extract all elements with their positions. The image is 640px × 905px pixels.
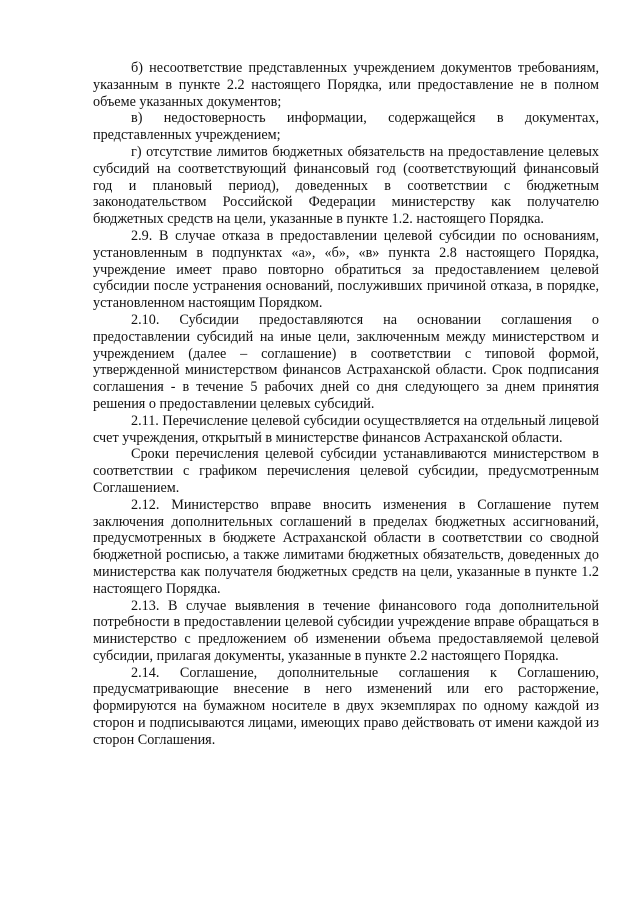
paragraph-g: г) отсутствие лимитов бюджетных обязательств на предоставление целевых субсидий на соответствующий финансовый год (соответствующий финансовый год и плановый период), доведенных в соответствии с бюджетным законодательством Российской Федерации министерству как получателю бюджетных средств на цели, указанные в пункте 1.2. настоящего Порядка. <box>93 143 599 228</box>
paragraph-b: б) несоответствие представленных учреждением документов требованиям, указанным в пункте 2.2 настоящего Порядка, или предоставление не в полном объеме указанных документов; <box>93 60 599 110</box>
paragraph-2-11: 2.11. Перечисление целевой субсидии осуществляется на отдельный лицевой счет учреждения, открытый в министерстве финансов Астраханской области. <box>93 412 599 446</box>
paragraph-transfer-terms: Сроки перечисления целевой субсидии устанавливаются министерством в соответствии с графиком перечисления целевой субсидии, предусмотренным Соглашением. <box>93 446 599 496</box>
paragraph-v: в) недостоверность информации, содержащейся в документах, представленных учреждением; <box>93 110 599 144</box>
paragraph-2-9: 2.9. В случае отказа в предоставлении целевой субсидии по основаниям, установленным в подпунктах «а», «б», «в» пункта 2.8 настоящего Порядка, учреждение имеет право повторно обратиться за предоставлением целевой субсидии после устранения оснований, послуживших причиной отказа, в порядке, установленном настоящим Порядком. <box>93 227 599 312</box>
document-page <box>93 60 599 749</box>
paragraph-2-13: 2.13. В случае выявления в течение финансового года дополнительной потребности в предоставлении целевой субсидии учреждение вправе обращаться в министерство с предложением об изменении объема предоставляемой целевой субсидии, прилагая документы, указанные в пункте 2.2 настоящего Порядка. <box>93 597 599 664</box>
paragraph-2-12: 2.12. Министерство вправе вносить изменения в Соглашение путем заключения дополнительных соглашений в пределах бюджетных ассигнований, предусмотренных в бюджете Астраханской области в соответствии со сводной бюджетной росписью, а также лимитами бюджетных обязательств, доведенных до министерства как получателя бюджетных средств на цели, указанные в пункте 1.2 настоящего Порядка. <box>93 496 599 597</box>
paragraph-2-10: 2.10. Субсидии предоставляются на основании соглашения о предоставлении субсидий на иные цели, заключенным между министерством и учреждением (далее – соглашение) в соответствии с типовой формой, утвержденной министерством финансов Астраханской области. Срок подписания соглашения - в течение 5 рабочих дней со дня следующего за днем принятия решения о предоставлении целевых субсидий. <box>93 311 599 412</box>
paragraph-2-14: 2.14. Соглашение, дополнительные соглашения к Соглашению, предусматривающие внесение в него изменений или его расторжение, формируются на бумажном носителе в двух экземплярах по одному каждой из сторон и подписываются лицами, имеющих право действовать от имени каждой из сторон Соглашения. <box>93 664 599 748</box>
